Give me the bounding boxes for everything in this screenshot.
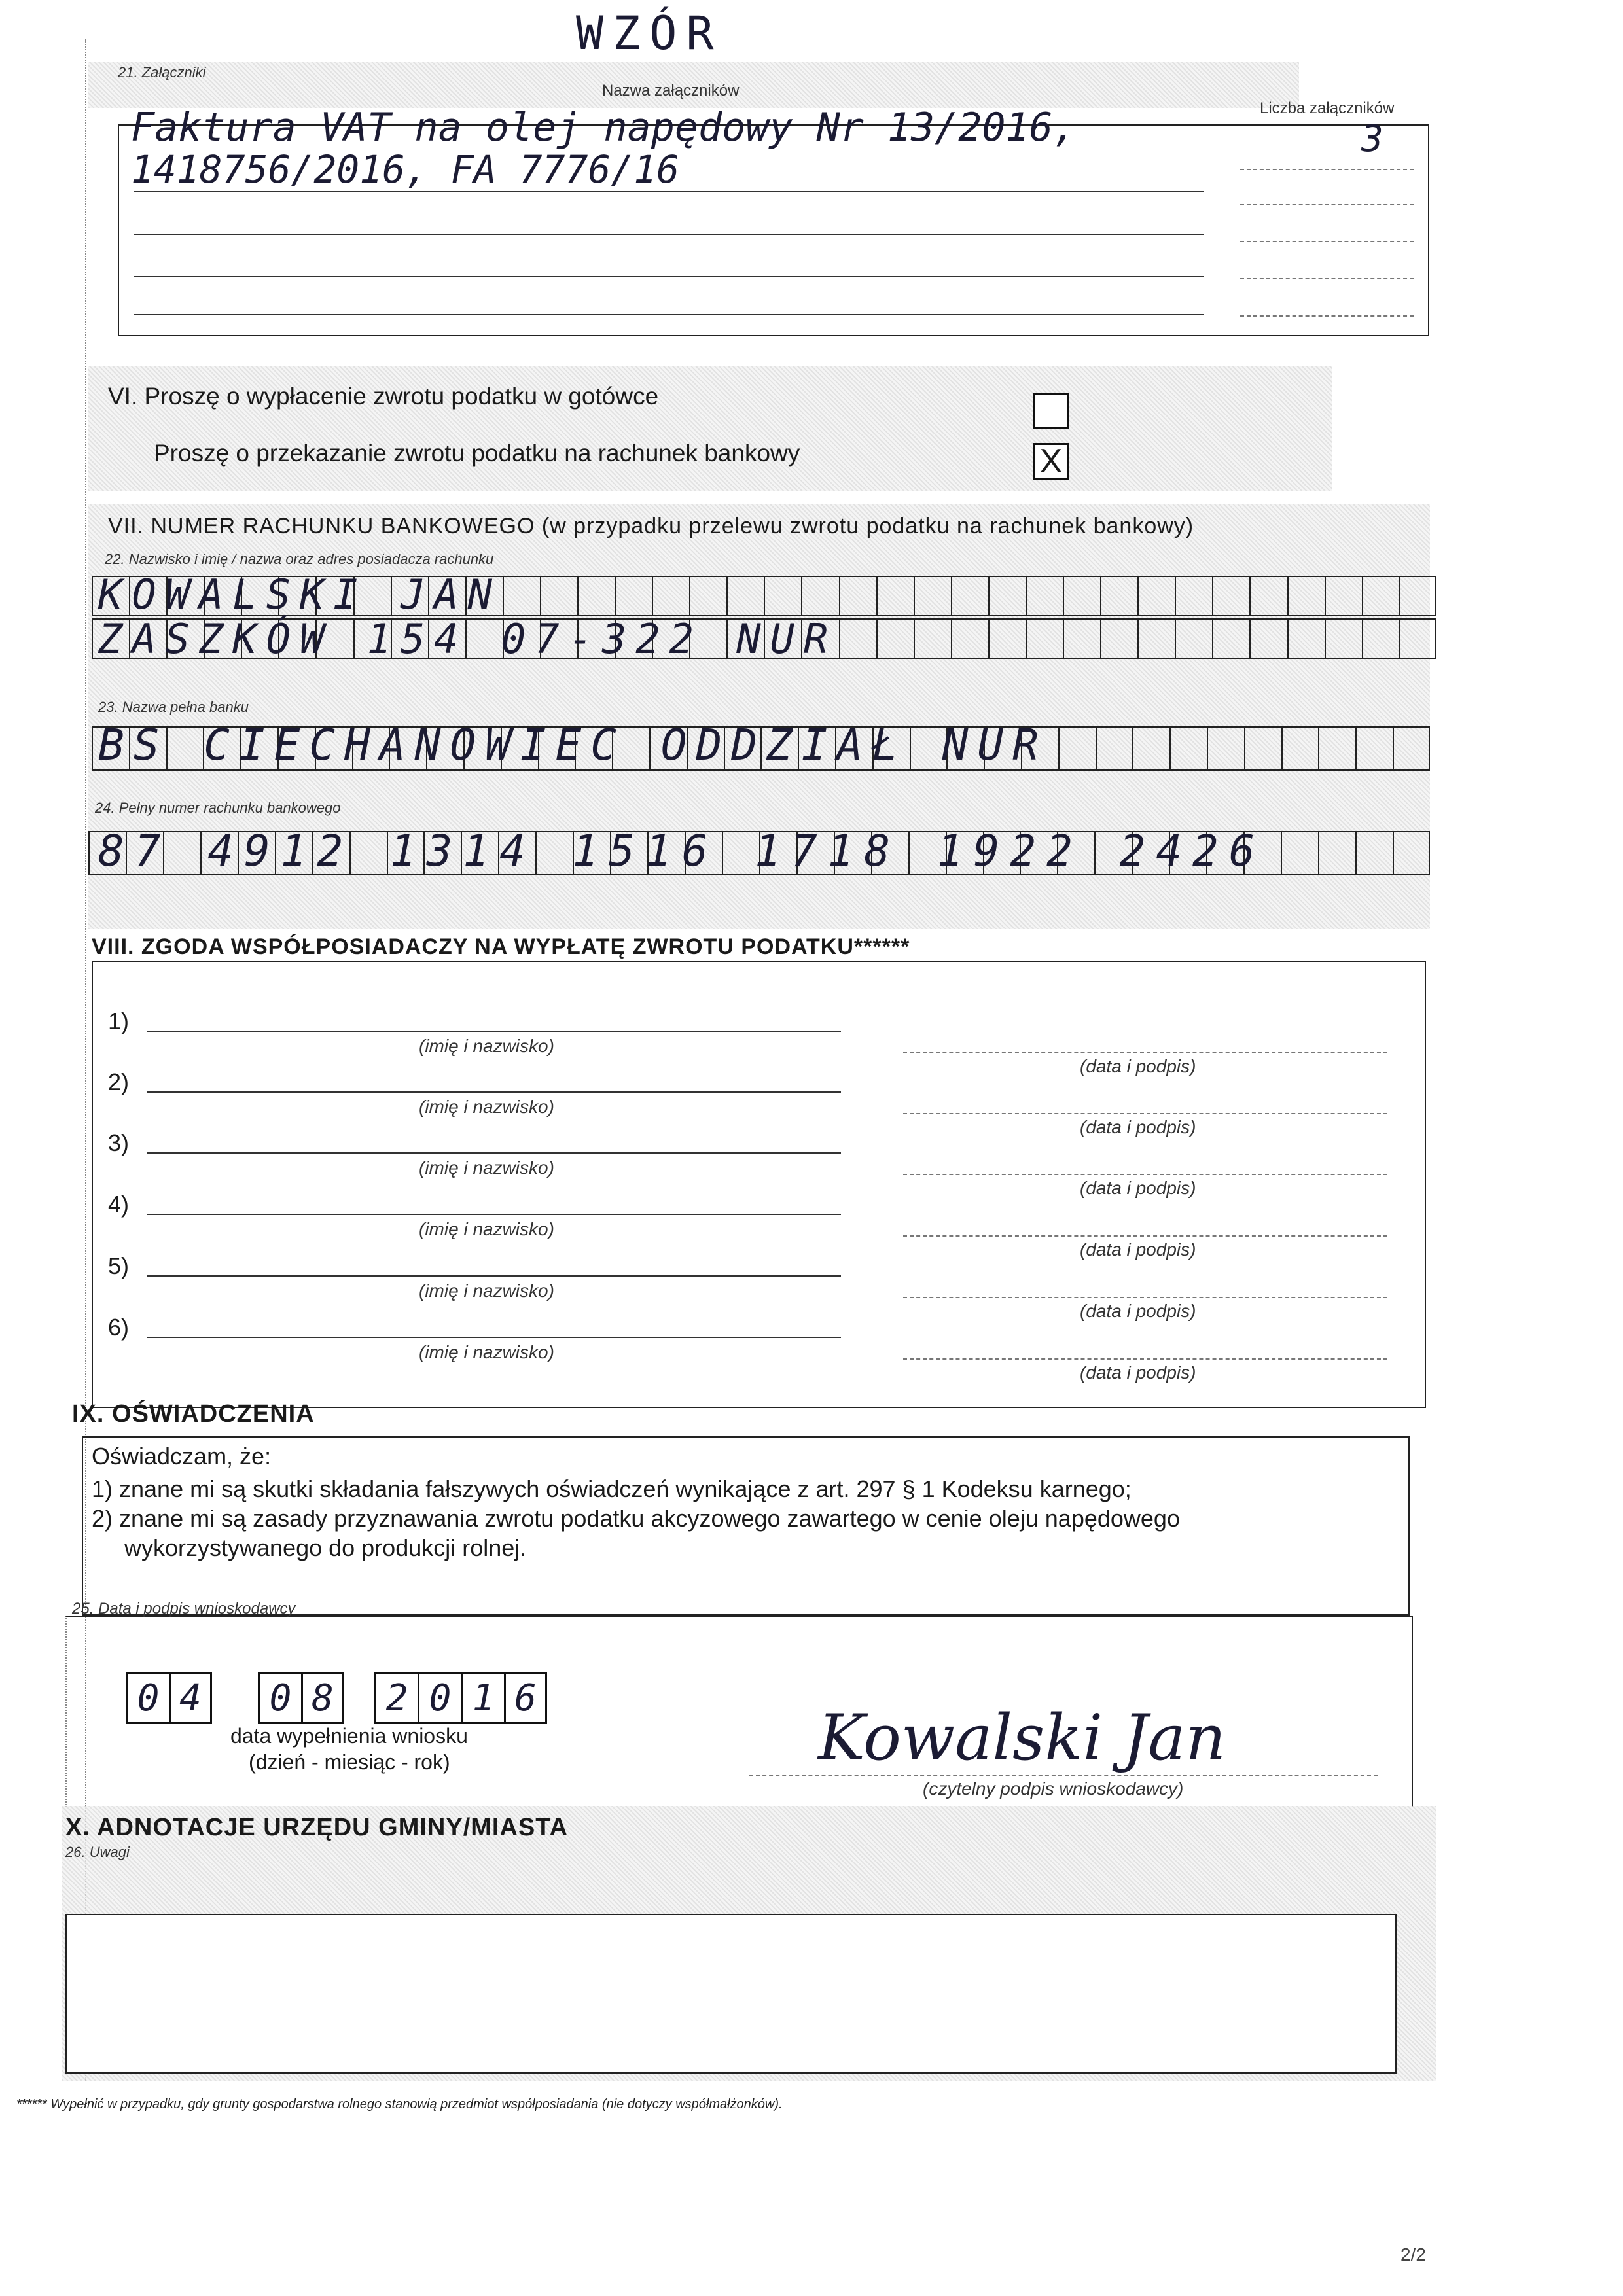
grid-cell bbox=[1325, 576, 1362, 616]
attachment-count[interactable]: 3 bbox=[1361, 118, 1383, 160]
section9-title: IX. OŚWIADCZENIA bbox=[72, 1400, 315, 1428]
section21-col-name: Nazwa załączników bbox=[602, 82, 740, 99]
grid-cell bbox=[1212, 618, 1249, 659]
date-month[interactable] bbox=[258, 1672, 344, 1724]
grid-cell bbox=[1100, 618, 1137, 659]
date-month-digit: 0 bbox=[258, 1672, 301, 1724]
signature-line bbox=[749, 1775, 1378, 1776]
declaration-item1: 1) znane mi są skutki składania fałszywych oświadczeń wynikające z art. 297 § 1 Kodeksu karnego; bbox=[92, 1475, 1132, 1502]
coowner-signature-caption: (data i podpis) bbox=[1080, 1056, 1196, 1076]
coowner-number: 5) bbox=[108, 1252, 130, 1279]
grid-cell bbox=[1318, 831, 1355, 875]
grid-cell bbox=[503, 576, 540, 616]
grid-cell bbox=[1318, 726, 1355, 771]
attachment-entry-line2[interactable]: 1418756/2016, FA 7776/16 bbox=[131, 147, 680, 192]
coowner-name-caption: (imię i nazwisko) bbox=[419, 1219, 554, 1239]
coowner-signature-caption: (data i podpis) bbox=[1080, 1178, 1196, 1198]
attachment-line bbox=[134, 234, 1204, 235]
date-day[interactable] bbox=[126, 1672, 212, 1724]
grid-cell bbox=[988, 576, 1026, 616]
grid-cell bbox=[1287, 576, 1325, 616]
attachment-entry-line1[interactable]: Faktura VAT na olej napędowy Nr 13/2016, bbox=[131, 105, 1077, 150]
count-line bbox=[1240, 278, 1414, 279]
grid-cell bbox=[1249, 618, 1287, 659]
account-number-value[interactable]: 87 4912 1314 1516 1718 1922 2426 bbox=[98, 826, 1266, 876]
section21-col-count: Liczba załączników bbox=[1260, 99, 1395, 117]
grid-cell bbox=[1399, 618, 1436, 659]
section10-title: X. ADNOTACJE URZĘDU GMINY/MIASTA bbox=[65, 1814, 569, 1841]
coowner-signature-field[interactable] bbox=[903, 1174, 1387, 1175]
grid-cell bbox=[577, 576, 615, 616]
grid-cell bbox=[1362, 576, 1399, 616]
declaration-intro: Oświadczam, że: bbox=[92, 1443, 272, 1470]
grid-cell bbox=[951, 576, 988, 616]
grid-cell bbox=[1399, 576, 1436, 616]
notes-label: 26. Uwagi bbox=[65, 1844, 130, 1860]
coowner-name-field[interactable] bbox=[147, 1152, 841, 1154]
signature[interactable]: Kowalski Jan bbox=[818, 1701, 1226, 1775]
attachment-line bbox=[134, 276, 1204, 277]
section8-title: VIII. ZGODA WSPÓŁPOSIADACZY NA WYPŁATĘ ZWROTU PODATKU****** bbox=[92, 934, 910, 959]
count-line bbox=[1240, 241, 1414, 242]
date-month-digit: 8 bbox=[301, 1672, 344, 1724]
coowner-signature-field[interactable] bbox=[903, 1358, 1387, 1360]
holder-line2-value[interactable]: ZASZKÓW 154 07-322 NUR bbox=[98, 615, 838, 663]
date-caption: data wypełnienia wniosku bbox=[230, 1724, 468, 1748]
refund-bank-label: Proszę o przekazanie zwrotu podatku na rachunek bankowy bbox=[154, 440, 800, 467]
grid-cell bbox=[1137, 618, 1175, 659]
grid-cell bbox=[1175, 576, 1212, 616]
footnote: ****** Wypełnić w przypadku, gdy grunty gospodarstwa rolnego stanowią przedmiot współposiadania (nie dotyczy współmałżonków). bbox=[16, 2097, 783, 2111]
grid-cell bbox=[876, 618, 914, 659]
coowner-name-caption: (imię i nazwisko) bbox=[419, 1280, 554, 1301]
grid-cell bbox=[1026, 576, 1063, 616]
grid-cell bbox=[726, 576, 764, 616]
coowner-name-caption: (imię i nazwisko) bbox=[419, 1157, 554, 1178]
grid-cell bbox=[1249, 576, 1287, 616]
coowner-number: 2) bbox=[108, 1069, 130, 1095]
count-line bbox=[1240, 169, 1414, 170]
grid-cell bbox=[876, 576, 914, 616]
grid-cell bbox=[914, 576, 951, 616]
grid-cell bbox=[1325, 618, 1362, 659]
declaration-item2-cont: wykorzystywanego do produkcji rolnej. bbox=[124, 1534, 527, 1561]
grid-cell bbox=[540, 576, 577, 616]
count-line bbox=[1240, 204, 1414, 205]
page-number: 2/2 bbox=[1400, 2244, 1426, 2265]
grid-cell bbox=[1393, 831, 1430, 875]
coowner-name-field[interactable] bbox=[147, 1337, 841, 1338]
coowner-name-caption: (imię i nazwisko) bbox=[419, 1097, 554, 1117]
grid-cell bbox=[1058, 726, 1096, 771]
date-year-digit: 1 bbox=[461, 1672, 504, 1724]
date-signature-label: 25. Data i podpis wnioskodawcy bbox=[72, 1600, 296, 1617]
coowner-number: 6) bbox=[108, 1314, 130, 1341]
date-year-digit: 0 bbox=[418, 1672, 461, 1724]
date-day-digit: 0 bbox=[126, 1672, 169, 1724]
grid-cell bbox=[951, 618, 988, 659]
grid-cell bbox=[689, 576, 726, 616]
coowner-signature-field[interactable] bbox=[903, 1297, 1387, 1298]
coowner-name-field[interactable] bbox=[147, 1091, 841, 1093]
date-year-digit: 2 bbox=[374, 1672, 418, 1724]
grid-cell bbox=[1175, 618, 1212, 659]
coowner-signature-caption: (data i podpis) bbox=[1080, 1239, 1196, 1260]
notes-box[interactable] bbox=[65, 1914, 1397, 2074]
section7-title: VII. NUMER RACHUNKU BANKOWEGO (w przypadku przelewu zwrotu podatku na rachunek bankowy) bbox=[108, 514, 1194, 539]
coowner-number: 3) bbox=[108, 1129, 130, 1156]
grid-cell bbox=[1096, 726, 1133, 771]
refund-cash-label: VI. Proszę o wypłacenie zwrotu podatku w gotówce bbox=[108, 383, 659, 410]
grid-cell bbox=[839, 618, 876, 659]
grid-cell bbox=[1063, 576, 1100, 616]
count-line bbox=[1240, 315, 1414, 317]
grid-cell bbox=[1132, 726, 1169, 771]
refund-bank-checkbox[interactable]: X bbox=[1033, 443, 1069, 480]
grid-cell bbox=[1212, 576, 1249, 616]
coowner-name-field[interactable] bbox=[147, 1214, 841, 1215]
coowner-number: 1) bbox=[108, 1008, 130, 1034]
grid-cell bbox=[1281, 726, 1319, 771]
grid-cell bbox=[988, 618, 1026, 659]
section8-box bbox=[92, 961, 1426, 1408]
coowner-name-caption: (imię i nazwisko) bbox=[419, 1036, 554, 1056]
grid-cell bbox=[1362, 618, 1399, 659]
coowner-signature-field[interactable] bbox=[903, 1113, 1387, 1114]
coowner-signature-caption: (data i podpis) bbox=[1080, 1301, 1196, 1321]
grid-cell bbox=[1355, 831, 1393, 875]
grid-cell bbox=[801, 576, 838, 616]
coowner-signature-caption: (data i podpis) bbox=[1080, 1117, 1196, 1137]
refund-cash-checkbox[interactable] bbox=[1033, 393, 1069, 429]
grid-cell bbox=[1026, 618, 1063, 659]
coowner-name-field[interactable] bbox=[147, 1031, 841, 1032]
date-year-digit: 6 bbox=[504, 1672, 547, 1724]
coowner-signature-caption: (data i podpis) bbox=[1080, 1362, 1196, 1383]
header-stamp: WZÓR bbox=[576, 7, 723, 60]
grid-cell bbox=[1207, 726, 1244, 771]
coowner-number: 4) bbox=[108, 1191, 130, 1218]
grid-cell bbox=[839, 576, 876, 616]
grid-cell bbox=[615, 576, 652, 616]
grid-cell bbox=[1063, 618, 1100, 659]
grid-cell bbox=[1100, 576, 1137, 616]
grid-cell bbox=[1281, 831, 1318, 875]
grid-cell bbox=[1355, 726, 1393, 771]
coowner-name-field[interactable] bbox=[147, 1275, 841, 1277]
date-day-digit: 4 bbox=[169, 1672, 212, 1724]
grid-cell bbox=[1287, 618, 1325, 659]
coowner-signature-field[interactable] bbox=[903, 1235, 1387, 1237]
holder-label: 22. Nazwisko i imię / nazwa oraz adres posiadacza rachunku bbox=[105, 551, 494, 567]
grid-cell bbox=[1137, 576, 1175, 616]
holder-line1-value[interactable]: KOWALSKI JAN bbox=[98, 571, 501, 618]
bank-name-label: 23. Nazwa pełna banku bbox=[98, 699, 249, 715]
grid-cell bbox=[1244, 726, 1281, 771]
bank-name-value[interactable]: BS CIECHANOWIEC ODDZIAŁ NUR bbox=[98, 720, 1048, 770]
attachment-line bbox=[134, 314, 1204, 315]
grid-cell bbox=[1393, 726, 1430, 771]
grid-cell bbox=[1169, 726, 1207, 771]
date-format-caption: (dzień - miesiąc - rok) bbox=[249, 1750, 450, 1774]
declaration-item2: 2) znane mi są zasady przyznawania zwrotu podatku akcyzowego zawartego w cenie oleju napędowego bbox=[92, 1505, 1180, 1532]
account-number-label: 24. Pełny numer rachunku bankowego bbox=[95, 800, 341, 816]
grid-cell bbox=[764, 576, 801, 616]
grid-cell bbox=[914, 618, 951, 659]
signature-caption: (czytelny podpis wnioskodawcy) bbox=[923, 1778, 1184, 1799]
coowner-signature-field[interactable] bbox=[903, 1052, 1387, 1053]
attachment-line bbox=[134, 191, 1204, 192]
grid-cell bbox=[652, 576, 689, 616]
section21-label: 21. Załączniki bbox=[118, 64, 206, 80]
coowner-name-caption: (imię i nazwisko) bbox=[419, 1342, 554, 1362]
date-year[interactable] bbox=[374, 1672, 547, 1724]
